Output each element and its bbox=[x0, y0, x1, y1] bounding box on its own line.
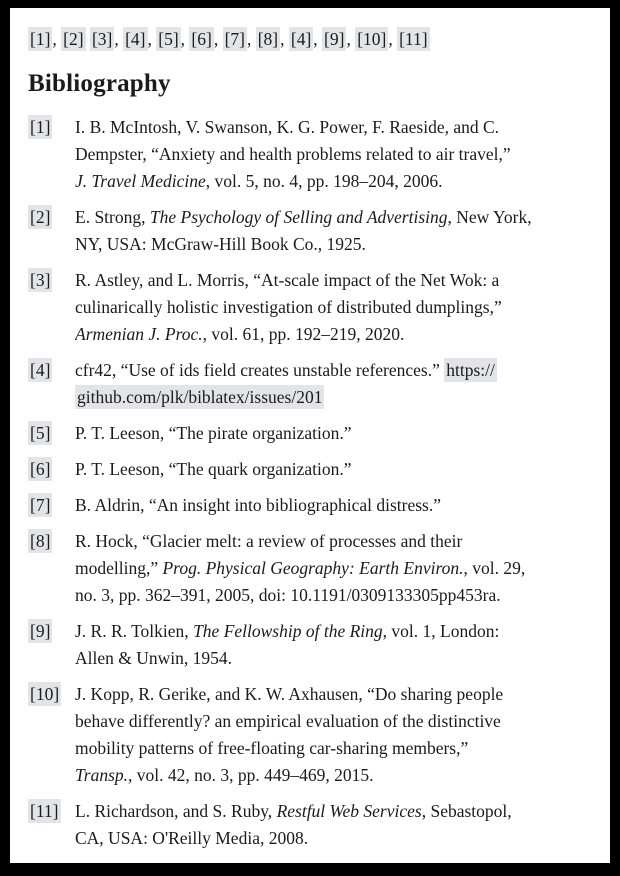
entry-text-line bbox=[75, 384, 590, 411]
entry-text-segment: NY, USA: McGraw-Hill Book Co., 1925. bbox=[75, 234, 366, 254]
citation-ref-link[interactable]: [11] bbox=[399, 29, 428, 49]
citation-ref-link[interactable]: [6] bbox=[191, 29, 212, 49]
entry-label-column bbox=[28, 357, 75, 411]
entry-text-line bbox=[75, 708, 590, 735]
entry-text bbox=[75, 528, 590, 609]
entry-label-link[interactable]: [2] bbox=[30, 207, 51, 227]
entry-text-segment: P. T. Leeson, “The quark organization.” bbox=[75, 459, 352, 479]
entry-text-segment: B. Aldrin, “An insight into bibliographical distress.” bbox=[75, 495, 442, 515]
document-page bbox=[10, 8, 610, 863]
entry-text-segment: R. Astley, and L. Morris, “At-scale impact of the Net Wok: a bbox=[75, 270, 500, 290]
entry-text-line bbox=[75, 825, 590, 852]
entry-text-line bbox=[75, 420, 590, 447]
entry-text-segment: modelling,” bbox=[75, 558, 163, 578]
entry-label-link[interactable]: [8] bbox=[30, 531, 51, 551]
entry-text-line bbox=[75, 618, 590, 645]
entry-label-link[interactable]: [1] bbox=[30, 117, 51, 137]
entry-title-italic: The Psychology of Selling and Advertising bbox=[149, 207, 448, 227]
entry-title-italic: J. Travel Medicine bbox=[75, 171, 206, 191]
entry-text-line bbox=[75, 645, 590, 672]
bibliography-entry bbox=[28, 528, 590, 609]
citation-ref-link[interactable]: [10] bbox=[357, 29, 387, 49]
entry-label-link[interactable]: [4] bbox=[30, 360, 51, 380]
entry-text bbox=[75, 681, 590, 789]
entry-text-line bbox=[75, 267, 590, 294]
entry-label-column bbox=[28, 681, 75, 789]
entry-text-segment: CA, USA: O'Reilly Media, 2008. bbox=[75, 828, 309, 848]
citation-line: [1] , [2] [3] , [4] , [5] , [6] , [7] , [8] , [4] , [9] , [10] , [11] bbox=[30, 29, 428, 49]
entry-label-link[interactable]: [3] bbox=[30, 270, 51, 290]
bibliography-entry bbox=[28, 618, 590, 672]
entry-text-segment: behave differently? an empirical evaluation of the distinctive bbox=[75, 711, 501, 731]
citation-ref-link[interactable]: [4] bbox=[125, 29, 146, 49]
entry-text bbox=[75, 267, 590, 348]
entry-text-line bbox=[75, 231, 590, 258]
entry-text-segment: Dempster, “Anxiety and health problems related to air travel,” bbox=[75, 144, 511, 164]
entry-label-column bbox=[28, 618, 75, 672]
entry-label-link[interactable]: [10] bbox=[30, 684, 60, 704]
entry-text-line bbox=[75, 114, 590, 141]
entry-text-segment: J. Kopp, R. Gerike, and K. W. Axhausen, “Do sharing people bbox=[75, 684, 504, 704]
bibliography-heading: Bibliography bbox=[28, 70, 171, 97]
entry-text-line bbox=[75, 555, 590, 582]
entry-label-link[interactable]: [9] bbox=[30, 621, 51, 641]
entry-text-line bbox=[75, 492, 590, 519]
entry-text-line bbox=[75, 141, 590, 168]
entry-label-column bbox=[28, 456, 75, 483]
entry-text-segment: cfr42, “Use of ids field creates unstable references.” bbox=[75, 360, 445, 380]
bibliography-list bbox=[28, 114, 590, 852]
entry-label-link[interactable]: [7] bbox=[30, 495, 51, 515]
entry-label-link[interactable]: [6] bbox=[30, 459, 51, 479]
entry-label-column bbox=[28, 114, 75, 195]
entry-label-column bbox=[28, 267, 75, 348]
entry-text-segment: , vol. 1, London: bbox=[382, 621, 500, 641]
citation-ref-link[interactable]: [9] bbox=[324, 29, 345, 49]
entry-text bbox=[75, 618, 590, 672]
bibliography-entry bbox=[28, 798, 590, 852]
entry-text-line bbox=[75, 582, 590, 609]
entry-text-line bbox=[75, 798, 590, 825]
citation-ref-link[interactable]: [2] bbox=[63, 29, 84, 49]
entry-label-column bbox=[28, 204, 75, 258]
entry-text-segment: , vol. 29, bbox=[463, 558, 526, 578]
entry-text bbox=[75, 492, 590, 519]
entry-text-segment: L. Richardson, and S. Ruby, bbox=[75, 801, 277, 821]
bibliography-entry bbox=[28, 456, 590, 483]
entry-text-segment: mobility patterns of free-floating car-sharing members,” bbox=[75, 738, 469, 758]
entry-text-line bbox=[75, 168, 590, 195]
entry-text bbox=[75, 114, 590, 195]
entry-text-segment: , New York, bbox=[447, 207, 532, 227]
entry-url-link[interactable]: https:// bbox=[446, 360, 495, 380]
entry-text-line bbox=[75, 321, 590, 348]
citation-ref-link[interactable]: [7] bbox=[224, 29, 245, 49]
entry-label-link[interactable]: [5] bbox=[30, 423, 51, 443]
bibliography-entry bbox=[28, 357, 590, 411]
citation-ref-link[interactable]: [5] bbox=[158, 29, 179, 49]
entry-title-italic: The Fellowship of the Ring bbox=[193, 621, 383, 641]
entry-label-column bbox=[28, 492, 75, 519]
entry-text-line bbox=[75, 204, 590, 231]
citation-ref-link[interactable]: [1] bbox=[30, 29, 51, 49]
entry-text-segment: J. R. R. Tolkien, bbox=[75, 621, 194, 641]
entry-text bbox=[75, 798, 590, 852]
entry-text-segment: , vol. 42, no. 3, pp. 449–469, 2015. bbox=[128, 765, 374, 785]
entry-text-line bbox=[75, 681, 590, 708]
entry-title-italic: Armenian J. Proc. bbox=[75, 324, 203, 344]
entry-text-line bbox=[75, 528, 590, 555]
entry-title-italic: Transp. bbox=[75, 765, 129, 785]
entry-text-line bbox=[75, 357, 590, 384]
entry-text-line bbox=[75, 456, 590, 483]
citation-ref-link[interactable]: [4] bbox=[290, 29, 312, 49]
bibliography-entry bbox=[28, 267, 590, 348]
bibliography-entry bbox=[28, 681, 590, 789]
entry-label-column bbox=[28, 528, 75, 609]
entry-label-column bbox=[28, 420, 75, 447]
bibliography-entry bbox=[28, 204, 590, 258]
entry-title-italic: Restful Web Services bbox=[276, 801, 422, 821]
entry-text bbox=[75, 420, 590, 447]
entry-title-italic: Prog. Physical Geography: Earth Environ. bbox=[162, 558, 464, 578]
entry-text-segment: no. 3, pp. 362–391, 2005, doi: 10.1191/0309133305pp453ra. bbox=[75, 585, 501, 605]
entry-label-column bbox=[28, 798, 75, 852]
entry-text-segment: , Sebastopol, bbox=[421, 801, 512, 821]
bibliography-entry bbox=[28, 114, 590, 195]
entry-text-line bbox=[75, 762, 590, 789]
citation-ref-link[interactable]: [8] bbox=[257, 29, 279, 49]
entry-url-link[interactable]: github.com/plk/biblatex/issues/201 bbox=[77, 387, 323, 407]
entry-text bbox=[75, 456, 590, 483]
entry-text-line bbox=[75, 294, 590, 321]
entry-text bbox=[75, 357, 590, 411]
entry-text bbox=[75, 204, 590, 258]
bibliography-entry bbox=[28, 420, 590, 447]
bibliography-entry bbox=[28, 492, 590, 519]
entry-text-segment: , vol. 61, pp. 192–219, 2020. bbox=[202, 324, 405, 344]
entry-text-line bbox=[75, 735, 590, 762]
entry-text-segment: E. Strong, bbox=[75, 207, 150, 227]
entry-text-segment: Allen & Unwin, 1954. bbox=[75, 648, 233, 668]
citation-ref-link[interactable]: [3] bbox=[91, 29, 113, 49]
entry-label-link[interactable]: [11] bbox=[30, 801, 59, 821]
entry-text-segment: culinarically holistic investigation of distributed dumplings,” bbox=[75, 297, 502, 317]
entry-text-segment: , vol. 5, no. 4, pp. 198–204, 2006. bbox=[205, 171, 443, 191]
entry-text-segment: P. T. Leeson, “The pirate organization.” bbox=[75, 423, 352, 443]
entry-text-segment: I. B. McIntosh, V. Swanson, K. G. Power, F. Raeside, and C. bbox=[75, 117, 500, 137]
entry-text-segment: R. Hock, “Glacier melt: a review of processes and their bbox=[75, 531, 463, 551]
